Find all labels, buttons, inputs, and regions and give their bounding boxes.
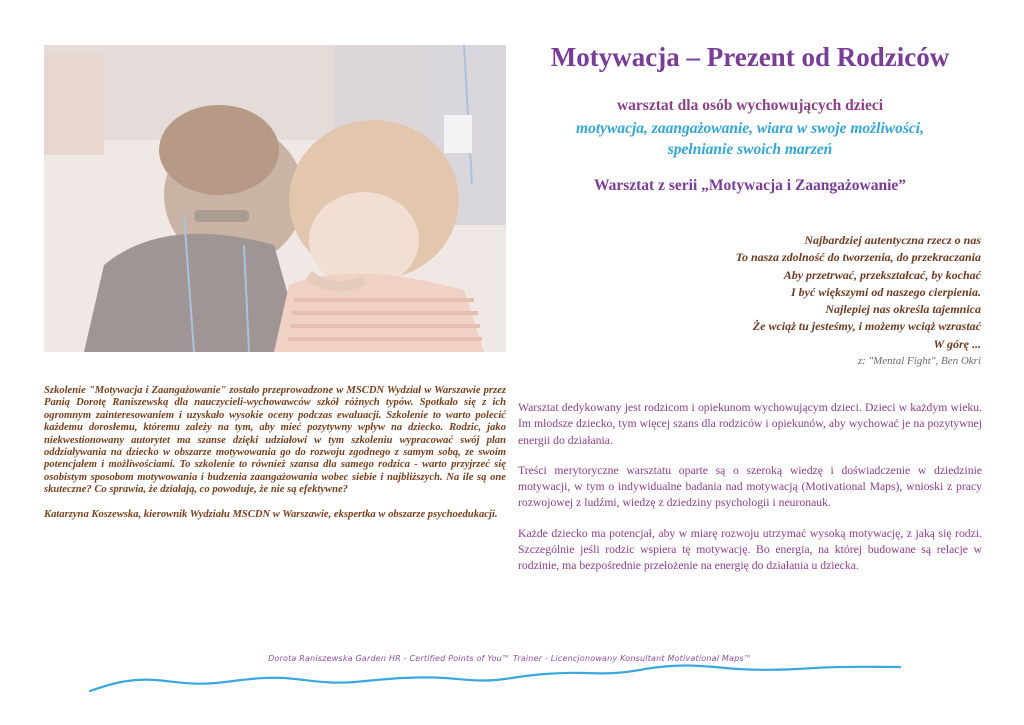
poem-line: Aby przetrwać, przekształcać, by kochać: [783, 267, 981, 282]
footer-credits: Dorota Raniszewska Garden HR - Certified Points of You™ Trainer - Licencjonowany Konsultant Motivational Maps™: [268, 654, 752, 663]
poem-line: W górę ...: [933, 336, 981, 351]
workshop-photo: [44, 45, 506, 352]
poem-source: z: "Mental Fight", Ben Okri: [857, 355, 981, 368]
testimonial-author: Katarzyna Koszewska, kierownik Wydziału MSCDN w Warszawie, ekspertka w obszarze psychoedukacji.: [44, 508, 498, 520]
subtitle-keywords: [512, 118, 988, 160]
poem-line: Że wciąż tu jesteśmy, i możemy wciąż wzrastać: [752, 319, 981, 334]
subtitle-keywords-line1: motywacja, zaangażowanie, wiara w swoje możliwości,: [576, 120, 924, 137]
poem-line: Najlepiej nas określa tajemnica: [825, 302, 981, 317]
subtitle-keywords-line2: spełnianie swoich marzeń: [667, 141, 833, 158]
testimonial-paragraph: Szkolenie "Motywacja i Zaangażowanie" zostało przeprowadzone w MSCDN Wydział w Warszawie przez Panią Dorotę Raniszewską dla nauczycieli-wychowawców szkół różnych typów. Spotkało się z ich ogromnym zainteresowaniem i uzyskało wysokie oceny podczas ewaluacji. Szkolenie to warto polecić każdemu dorosłemu, któremu zależy na tym, aby mieć pozytywny wpływ na dziecko. Rodzic, jako niekwestionowany autorytet ma szanse dzięki udziałowi w tym szkoleniu wypracować swój plan oddziaływania na dziecko w obszarze motywowania go do rozwoju zgodnego z samym sobą, ze swoim potencjałem i możliwościami. To szkolenie to również szansa dla samego rodzica - warto przyjrzeć się osobistym sposobom motywowania i budzenia zaangażowania wobec siebie i najbliższych. Na ile są one skuteczne? Co sprawia, że działają, co powoduje, że nie są efektywne?: [44, 385, 506, 496]
poem-line: I być większymi od naszego cierpienia.: [791, 284, 981, 299]
description-paragraph: Treści merytoryczne warsztatu oparte są o szeroką wiedzę i doświadczenie w dziedzinie motywacji, w tym o indywidualne badania nad motywacją (Motivational Maps), wnioski z pracy rozwojowej z ludźmi, wiedzę z dziedziny psychologii i neuronauk.: [518, 463, 982, 510]
subtitle-audience: warsztat dla osób wychowujących dzieci: [616, 97, 884, 114]
testimonial: [44, 385, 506, 533]
footer-wave-decoration: [85, 660, 905, 700]
description-paragraph: Każde dziecko ma potencjał, aby w miarę rozwoju utrzymać wysoką motywację, z jaką się rodzi. Szczególnie jeśli rodzic wspiera tę motywację. Bo energia, na której budowane są relacje w rodzinie, ma bezpośrednie przełożenie na energię do działania u dziecka.: [518, 526, 982, 573]
workshop-series: Warsztat z serii „Motywacja i Zaangażowanie”: [593, 177, 907, 194]
poem-quote: [600, 232, 981, 370]
poem-line: Najbardziej autentyczna rzecz o nas: [804, 233, 981, 247]
poem-line: To nasza zdolność do tworzenia, do przekraczania: [735, 250, 981, 265]
page-title: Motywacja – Prezent od Rodziców: [550, 42, 950, 72]
workshop-description: [518, 400, 982, 589]
description-paragraph: Warsztat dedykowany jest rodzicom i opiekunom wychowującym dzieci. Dzieci w każdym wieku. Im młodsze dziecko, tym więcej szans dla rodziców i opiekunów, aby wychować je na pozytywnej energii do działania.: [518, 401, 982, 447]
photo-illustration: [44, 45, 506, 352]
